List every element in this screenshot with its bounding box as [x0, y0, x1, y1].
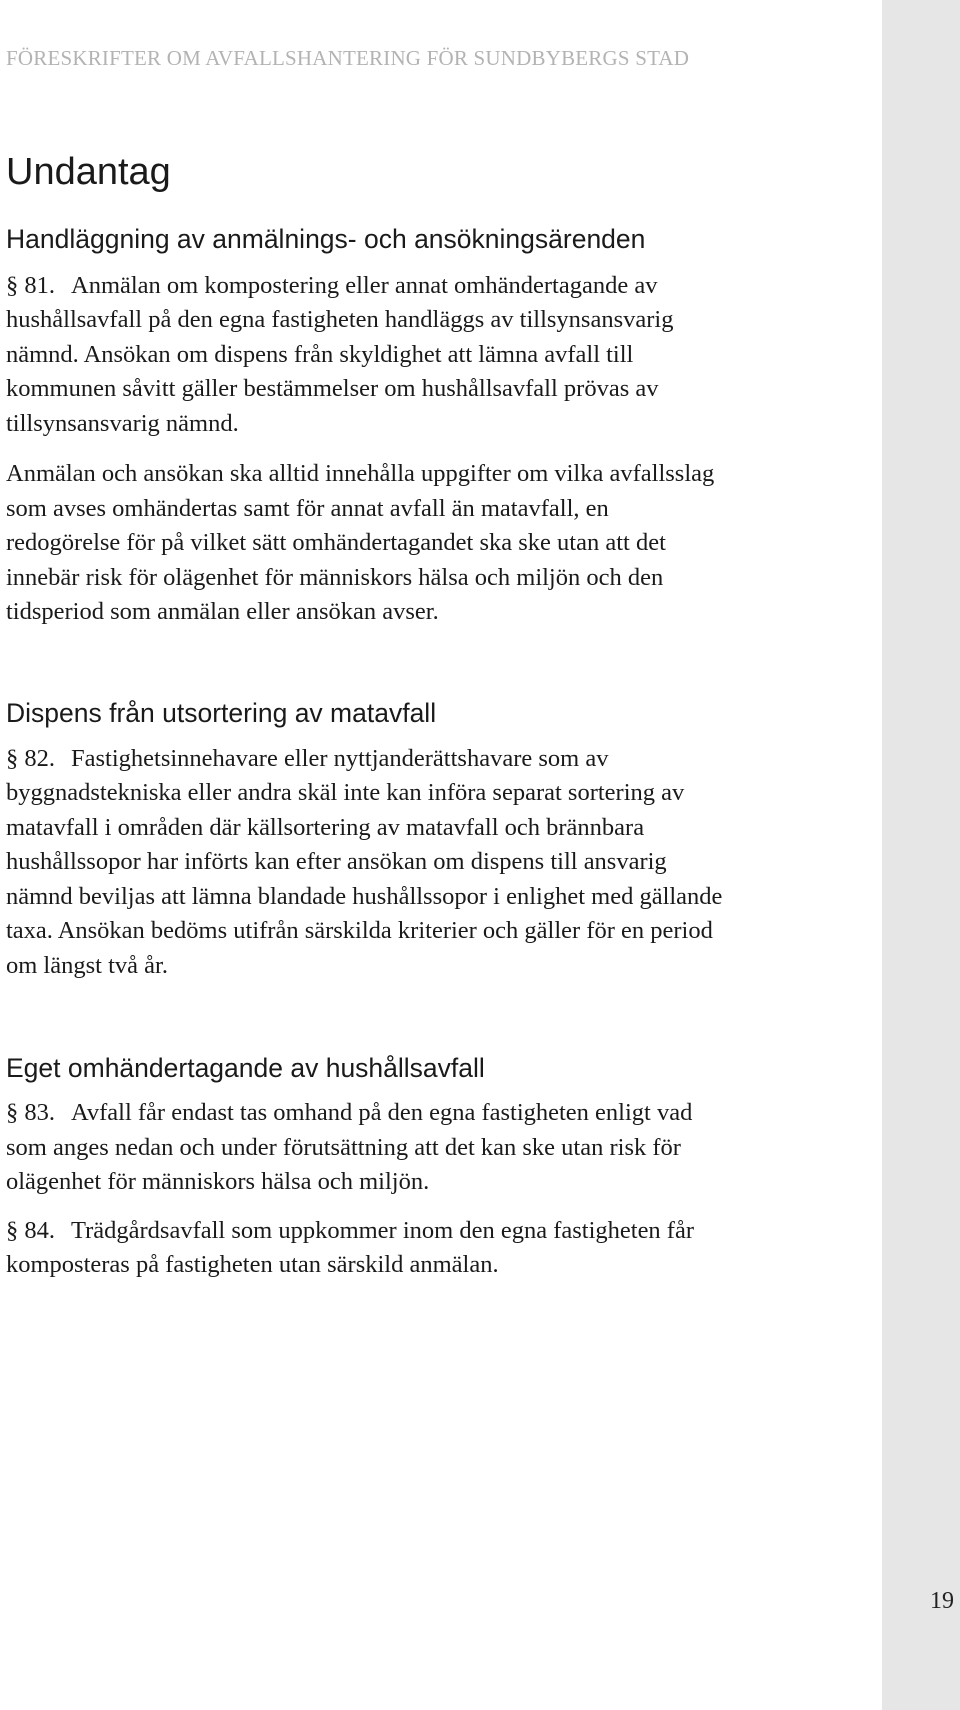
page-margin-band — [882, 0, 960, 1710]
paragraph-text: Trädgårdsavfall som uppkommer inom den egna fastigheten får komposteras på fastigheten utan särskild anmälan. — [6, 1216, 695, 1279]
paragraph-number: 83. — [24, 1099, 55, 1127]
section-sign: § — [6, 744, 19, 772]
section-sign: § — [6, 271, 19, 299]
paragraph-84 — [6, 1214, 726, 1283]
paragraph-82 — [6, 742, 726, 984]
page-number: 19 — [930, 1588, 954, 1614]
paragraph-text: Fastighetsinnehavare eller nyttjanderättshavare som av byggnadstekniska eller andra skäl inte kan införa separat sortering av matavfall i områden där källsortering av matavfall och brännbara hushållssopor har införts kan efter ansökan om dispens till ansvarig nämnd beviljas att lämna blandade hushållssopor i enlighet med gällande taxa. Ansökan bedöms utifrån särskilda kriterier och gäller för en period om längst två år. — [6, 744, 723, 979]
paragraph-83 — [6, 1096, 726, 1200]
section-sign: § — [6, 1216, 19, 1244]
paragraph-81 — [6, 269, 726, 442]
paragraph-81-continued: Anmälan och ansökan ska alltid innehålla uppgifter om vilka avfallsslag som avses omhändertas samt för annat avfall än matavfall, en redogörelse för på vilket sätt omhändertagandet ska ske utan att det innebär risk för olägenhet för människors hälsa och miljön och den tidsperiod som anmälan eller ansökan avser. — [6, 460, 715, 626]
paragraph-number: 84. — [24, 1216, 55, 1244]
paragraph-number: 81. — [24, 271, 55, 299]
section-heading-dispens: Dispens från utsortering av matavfall — [6, 697, 437, 728]
document-body — [6, 150, 726, 1283]
running-header: FÖRESKRIFTER OM AVFALLSHANTERING FÖR SUNDBYBERGS STAD — [6, 46, 690, 70]
paragraph-text: Avfall får endast tas omhand på den egna fastigheten enligt vad som anges nedan och under förutsättning att det kan ske utan risk för olägenhet för människors hälsa och miljön. — [6, 1099, 693, 1196]
paragraph-number: 82. — [24, 744, 55, 772]
page-title: Undantag — [6, 151, 171, 193]
section-sign: § — [6, 1099, 19, 1127]
paragraph-text: Anmälan om kompostering eller annat omhändertagande av hushållsavfall på den egna fastigheten handläggs av tillsynsansvarig nämnd. Ansökan om dispens från skyldighet att lämna avfall till kommunen såvitt gäller bestämmelser om hushållsavfall prövas av tillsynsansvarig nämnd. — [6, 271, 674, 437]
section-heading-eget-omhandertagande: Eget omhändertagande av hushållsavfall — [6, 1053, 485, 1084]
section-heading-handlaggning: Handläggning av anmälnings- och ansökningsärenden — [6, 223, 646, 254]
